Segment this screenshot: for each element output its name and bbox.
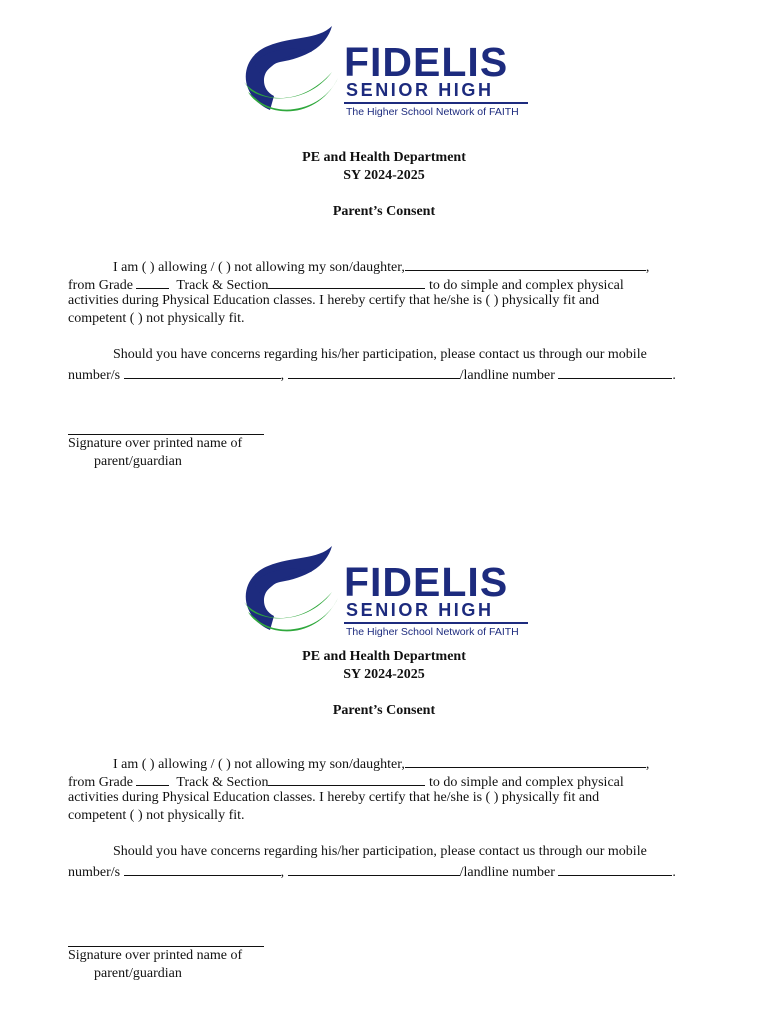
track-section-label: Track & Section [176,278,269,293]
consent-form-top [0,0,768,500]
signature-sublabel: parent/guardian [94,454,182,469]
child-name-field[interactable] [405,256,646,271]
grade-label: from Grade [68,278,133,293]
mobile-field-2[interactable] [288,364,460,379]
consent-line-3: activities during Physical Education classes. I hereby certify that he/she is ( ) physically fit and [68,790,600,805]
school-logo [240,542,532,644]
school-year: SY 2024-2025 [343,667,425,682]
logo-rule [344,622,528,624]
mobile-field-1[interactable] [124,861,281,876]
landline-label: /landline number [459,865,555,880]
form-title: Parent’s Consent [332,204,436,219]
period: . [672,865,676,880]
signature-label: Signature over printed name of [68,436,243,451]
landline-field[interactable] [558,861,672,876]
signature-sublabel: parent/guardian [94,966,182,981]
grade-label: from Grade [68,775,133,790]
grade-field[interactable] [136,771,169,786]
mobile-label: number/s [68,368,121,383]
logo-wordmark: FIDELIS [344,39,509,85]
form-title: Parent’s Consent [332,703,436,718]
contact-line-2 [68,861,676,882]
comma: , [280,368,285,383]
consent-line-3: activities during Physical Education classes. I hereby certify that he/she is ( ) physically fit and [68,293,600,308]
track-section-label: Track & Section [176,775,269,790]
consent-text: I am ( ) allowing / ( ) not allowing my son/daughter, [113,260,405,275]
consent-line-4: competent ( ) not physically fit. [68,311,245,326]
department-heading: PE and Health Department [302,649,466,664]
mobile-field-2[interactable] [288,861,460,876]
logo-wordmark: FIDELIS [344,559,509,605]
landline-field[interactable] [558,364,672,379]
consent-line-4: competent ( ) not physically fit. [68,808,245,823]
comma: , [280,865,285,880]
track-section-field[interactable] [268,274,425,289]
consent-form-bottom [0,520,768,1020]
comma: , [645,757,650,772]
school-logo [240,22,532,124]
signature-label: Signature over printed name of [68,948,243,963]
contact-line-1: Should you have concerns regarding his/her participation, please contact us through our mobile [113,347,647,362]
logo-subtitle: SENIOR HIGH [346,80,494,100]
comma: , [645,260,650,275]
swoosh-logo-icon [240,542,344,644]
track-section-field[interactable] [268,771,425,786]
consent-text: I am ( ) allowing / ( ) not allowing my son/daughter, [113,757,405,772]
department-heading: PE and Health Department [302,150,466,165]
mobile-label: number/s [68,865,121,880]
landline-label: /landline number [459,368,555,383]
swoosh-logo-icon [240,22,344,124]
contact-line-2 [68,364,676,385]
child-name-field[interactable] [405,753,646,768]
logo-tagline: The Higher School Network of FAITH [346,626,519,638]
consent-text: to do simple and complex physical [428,278,624,293]
grade-field[interactable] [136,274,169,289]
logo-rule [344,102,528,104]
contact-line-1: Should you have concerns regarding his/her participation, please contact us through our mobile [113,844,647,859]
mobile-field-1[interactable] [124,364,281,379]
logo-tagline: The Higher School Network of FAITH [346,106,519,118]
logo-subtitle: SENIOR HIGH [346,600,494,620]
consent-text: to do simple and complex physical [428,775,624,790]
period: . [672,368,676,383]
school-year: SY 2024-2025 [343,168,425,183]
